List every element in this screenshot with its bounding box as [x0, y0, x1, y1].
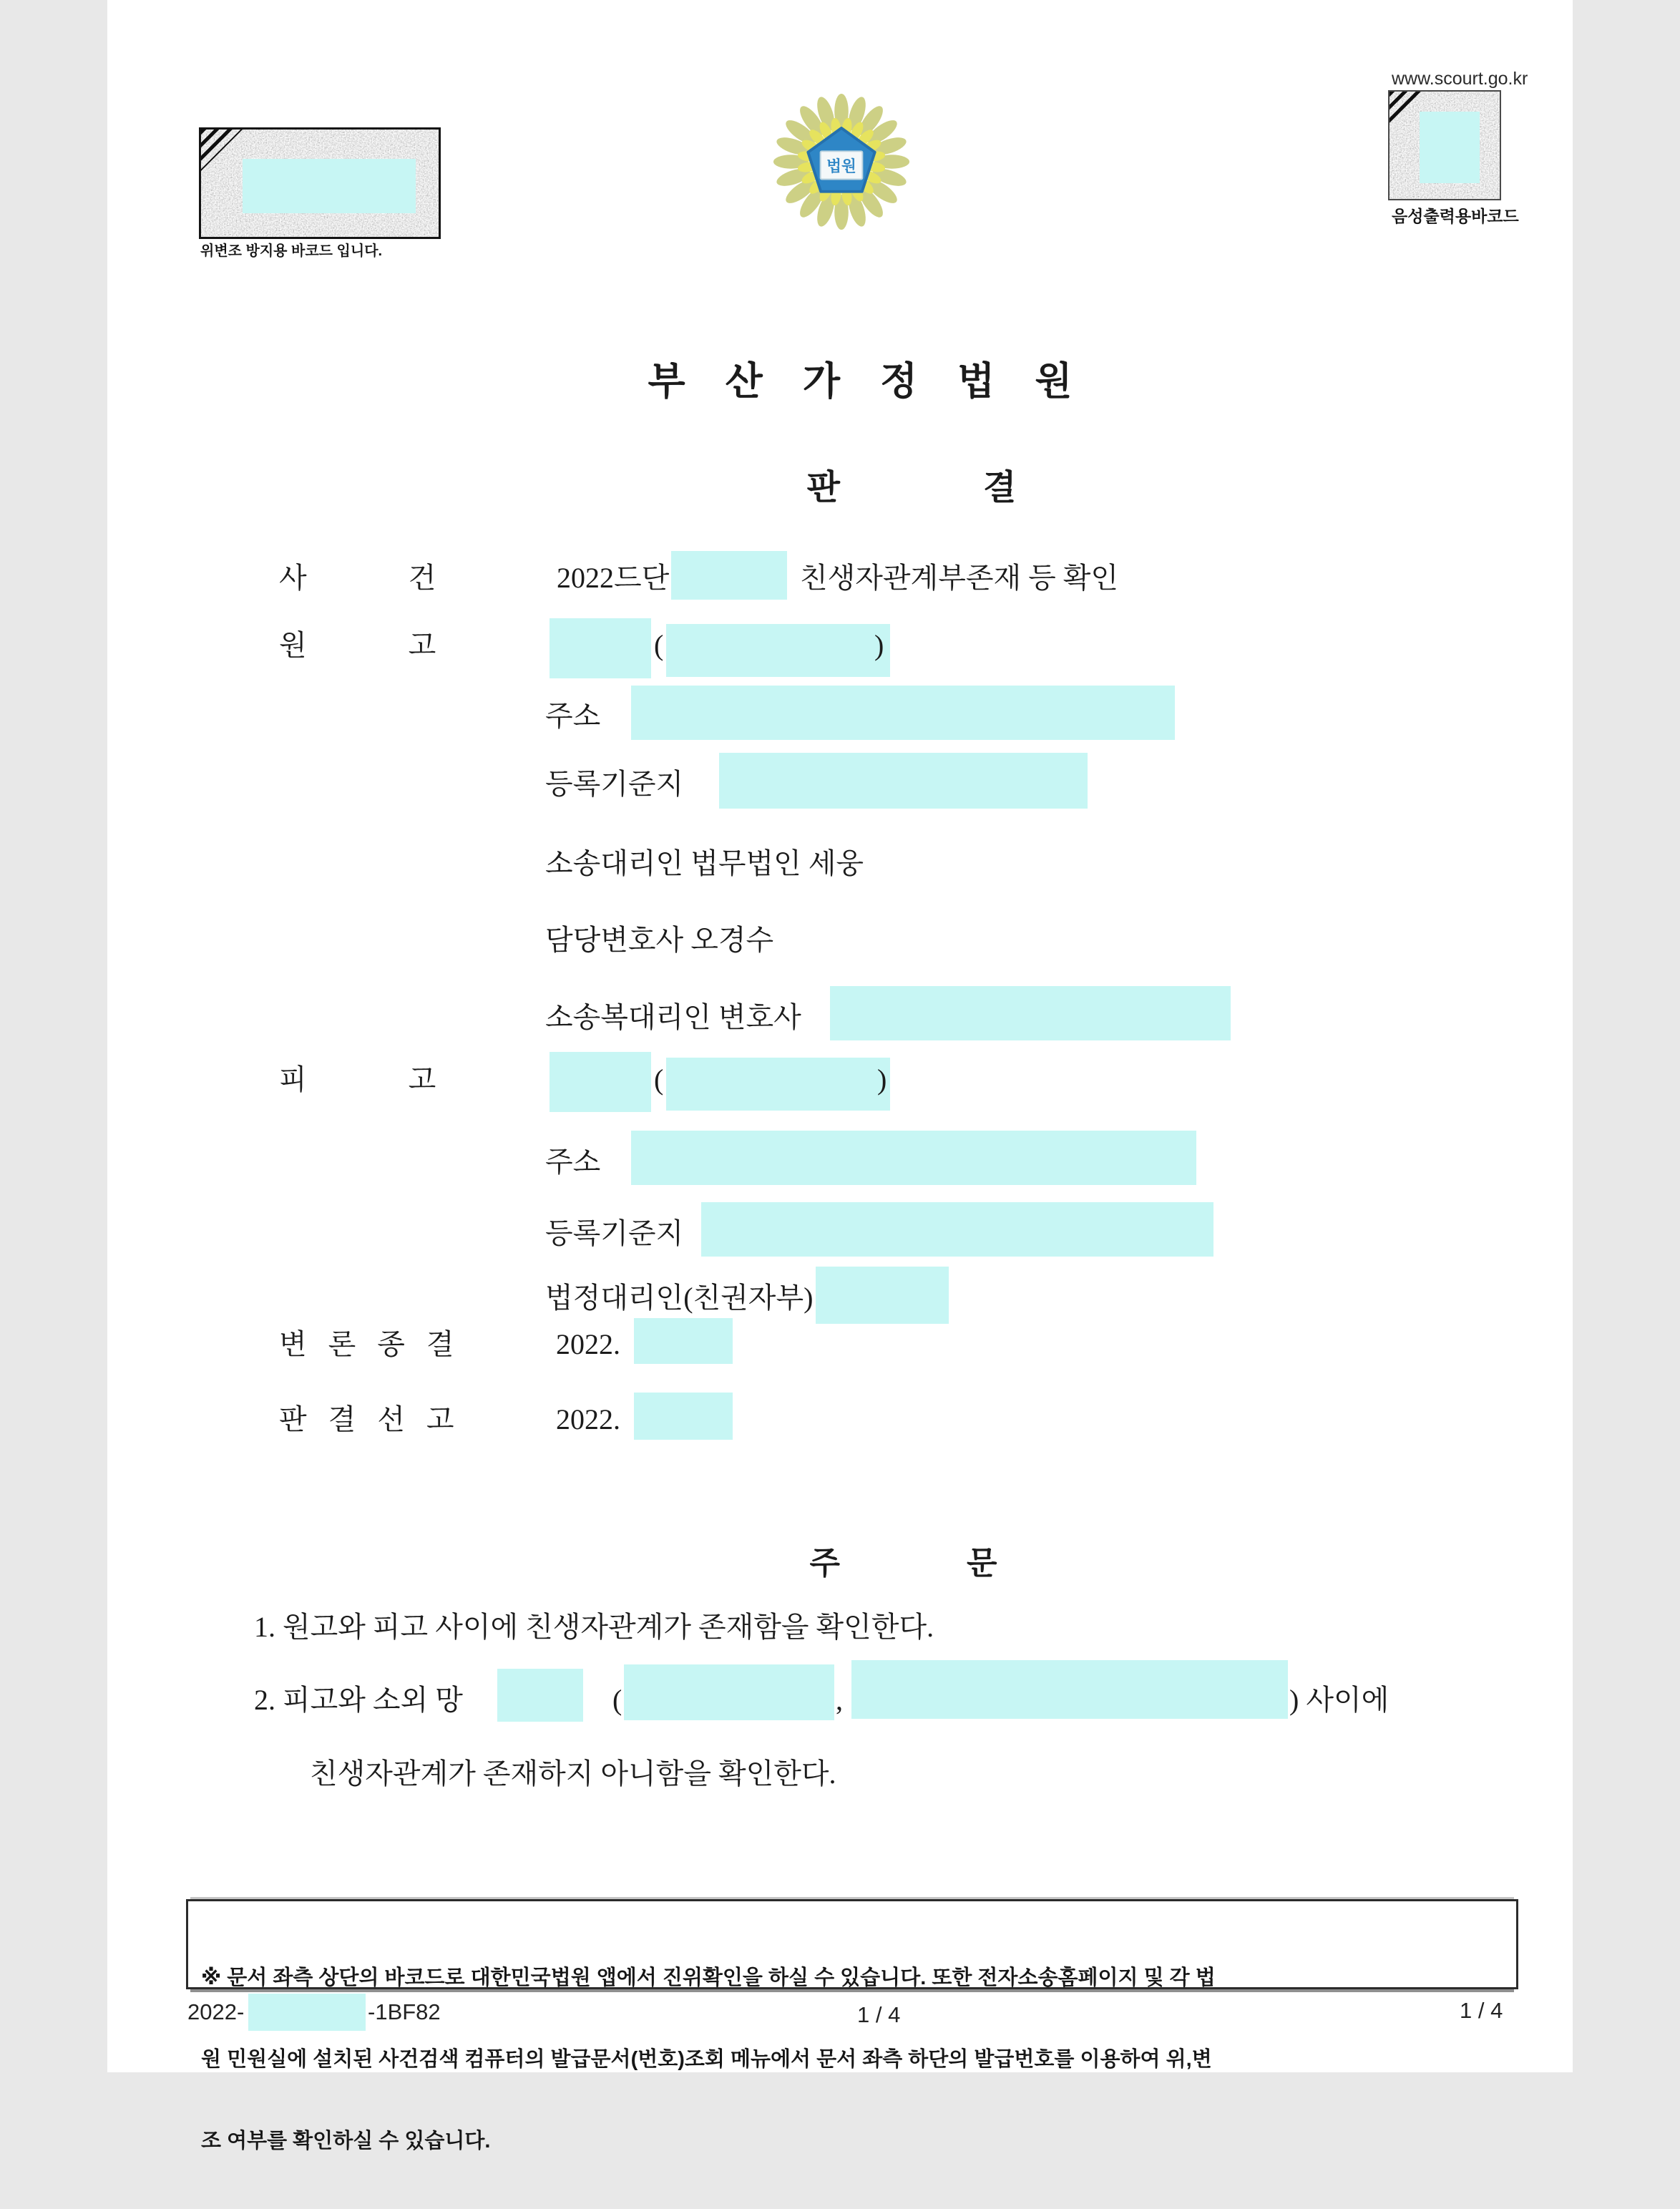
anti-forgery-caption: 위변조 방지용 바코드 입니다.	[200, 243, 383, 259]
defendant-label: 피고	[279, 1063, 538, 1096]
closing-date-value: 2022.	[556, 1328, 620, 1360]
order-item-1: 1. 원고와 피고 사이에 친생자관계가 존재함을 확인한다.	[254, 1611, 934, 1643]
plaintiff-address-label: 주소	[545, 700, 601, 732]
case-label: 사건	[279, 562, 538, 594]
plaintiff-label: 원고	[279, 629, 538, 661]
defendant-legal-rep-label: 법정대리인(친권자부)	[545, 1282, 814, 1314]
redaction-box	[497, 1669, 583, 1722]
redaction-box	[816, 1267, 949, 1324]
plaintiff-counsel: 소송대리인 법무법인 세웅	[545, 847, 864, 879]
case-name: 친생자관계부존재 등 확인	[800, 562, 1119, 594]
plaintiff-sub-counsel-label: 소송복대리인 변호사	[545, 1001, 801, 1033]
redaction-box	[719, 753, 1088, 809]
redaction-box	[830, 986, 1231, 1040]
redaction-box	[243, 159, 416, 213]
seal-label: 법원	[826, 157, 856, 175]
redaction-box	[631, 686, 1175, 740]
issue-number-prefix: 2022-	[187, 1999, 245, 2024]
defendant-paren-open: (	[654, 1063, 664, 1096]
order-item-2-paren-open: (	[612, 1684, 622, 1716]
order-item-2-comma: ,	[836, 1684, 843, 1716]
order-heading: 주문	[809, 1546, 1124, 1581]
redaction-box	[634, 1318, 733, 1364]
redaction-box	[1420, 112, 1480, 183]
order-item-2-paren-close: ) 사이에	[1289, 1684, 1390, 1716]
redaction-box	[634, 1393, 733, 1440]
page-number-right: 1 / 4	[1460, 1998, 1503, 2023]
anti-forgery-barcode	[199, 127, 441, 239]
notice-line-2: 원 민원실에 설치된 사건검색 컴퓨터의 발급문서(번호)조회 메뉴에서 문서 좌측 하단의 발급번호를 이용하여 위,변	[201, 2048, 1212, 2071]
notice-line-3: 조 여부를 확인하실 수 있습니다.	[201, 2130, 491, 2152]
court-name-title: 부산가정법원	[648, 360, 1113, 403]
defendant-paren-close: )	[877, 1063, 887, 1096]
document-page	[107, 0, 1573, 2152]
defendant-address-label: 주소	[545, 1146, 601, 1178]
scourt-url: www.scourt.go.kr	[1392, 69, 1528, 89]
judgment-title: 판결	[806, 469, 1160, 507]
notice-line-1: ※ 문서 좌측 상단의 바코드로 대한민국법원 앱에서 진위확인을 하실 수 있습니다. 또한 전자소송홈페이지 및 각 법	[201, 1966, 1216, 1989]
redaction-box	[666, 1058, 890, 1111]
redaction-box	[671, 551, 787, 600]
voice-barcode-caption: 음성출력용바코드	[1392, 207, 1519, 225]
voice-output-barcode	[1388, 90, 1501, 200]
plaintiff-attorney: 담당변호사 오경수	[545, 924, 774, 956]
case-number-prefix: 2022드단	[557, 562, 670, 594]
redaction-box	[631, 1131, 1196, 1185]
plaintiff-paren-open: (	[654, 629, 664, 661]
sentencing-date-value: 2022.	[556, 1403, 620, 1435]
closing-date-label: 변론종결	[279, 1328, 476, 1360]
redaction-box	[851, 1660, 1288, 1719]
redaction-box	[550, 1052, 651, 1112]
order-item-2-prefix: 2. 피고와 소외 망	[254, 1684, 463, 1716]
defendant-registry-label: 등록기준지	[545, 1217, 684, 1249]
plaintiff-paren-close: )	[874, 629, 884, 661]
redaction-box	[666, 624, 890, 677]
redaction-box	[248, 1994, 366, 2031]
plaintiff-registry-label: 등록기준지	[545, 768, 684, 800]
issue-number-suffix: -1BF82	[368, 1999, 441, 2024]
redaction-box	[624, 1664, 834, 1720]
page-number-center: 1 / 4	[857, 2002, 901, 2027]
sentencing-date-label: 판결선고	[279, 1403, 476, 1435]
redaction-box	[701, 1202, 1213, 1257]
order-item-2-continuation: 친생자관계가 존재하지 아니함을 확인한다.	[310, 1757, 836, 1790]
court-seal	[771, 92, 912, 232]
redaction-box	[550, 618, 651, 678]
